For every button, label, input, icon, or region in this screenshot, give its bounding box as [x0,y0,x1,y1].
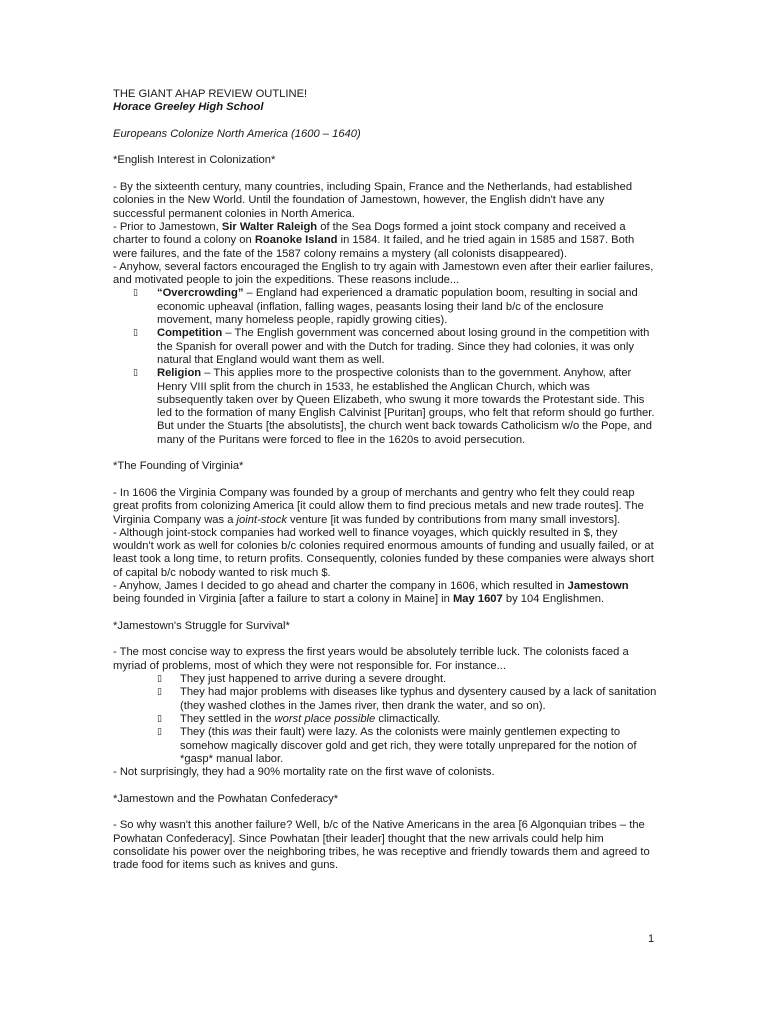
document-page [113,88,658,873]
bullet-item: ▯ They settled in the worst place possible climactically. [157,712,441,725]
section-heading-powhatan: *Jamestown and the Powhatan Confederacy* [113,792,339,805]
paragraph: - Anyhow, several factors encouraged the English to try again with Jamestown even after their earlier failures, and motivated people to join the expeditions. These reasons include... [113,260,654,287]
paragraph: - By the sixteenth century, many countries, including Spain, France and the Netherlands, had established colonies in the New World. Until the foundation of Jamestown, however, the English didn't have any successful permanent colonies in North America. [113,181,633,220]
section-heading-jamestown-struggle: *Jamestown's Struggle for Survival* [113,619,290,632]
paragraph: - In 1606 the Virginia Company was founded by a group of merchants and gentry who felt they could reap great profits from colonizing America [it could allow them to find precious metals and new trade routes]. The Virginia Company was a joint-stock venture [it was funded by contributions from many small investors]. [113,486,644,526]
paragraph: - So why wasn't this another failure? Well, b/c of the Native Americans in the area [6 Algonquian tribes – the Powhatan Confederacy]. Since Powhatan [their leader] thought that the new arrivals could help him consolidate his power over the neighboring tribes, he was receptive and friendly towards them and agreed to trade food for items such as knives and guns. [113,819,650,872]
bullet-marker: ▯ [157,713,162,724]
bullet-item: ▯ They (this was their fault) were lazy. As the colonists were mainly gentlemen expecting to somehow magically discover gold and get rich, they were totally unprepared for the notion of *gasp* manual labor. [157,726,637,765]
paragraph: - Anyhow, James I decided to go ahead and charter the company in 1606, which resulted in Jamestown being founded in Virginia [after a failure to start a colony in Maine] in May 1607 by 104 Englishmen. [113,579,629,606]
paragraph: - Although joint-stock companies had worked well to finance voyages, which quickly resulted in $, they wouldn't work as well for colonies b/c colonies required enormous amounts of funding and usually failed, or at least took a long time, to return profits. Consequently, colonies funded by these companies were always short of capital b/c nobody wanted to risk much $. [113,526,654,579]
bullet-item: ▯ They just happened to arrive during a severe drought. [157,673,447,686]
bullet-marker: ▯ [157,687,162,698]
school-name: Horace Greeley High School [113,101,264,114]
paragraph: - The most concise way to express the first years would be absolutely terrible luck. The colonists faced a myriad of problems, most of which they were not responsible for. For instance... [113,646,629,672]
bullet-marker: ▯ [133,288,138,299]
bullet-item: ▯ Competition – The English government was concerned about losing ground in the competition with the Spanish for overall power and with the Dutch for trading. Since they had colonies, it was only natural that England would want them as well. [133,327,650,366]
section-heading-founding-virginia: *The Founding of Virginia* [113,460,244,473]
bullet-marker: ▯ [157,674,162,685]
paragraph: - Prior to Jamestown, Sir Walter Raleigh of the Sea Dogs formed a joint stock company and received a charter to found a colony on Roanoke Island in 1584. It failed, and he tried again in 1585 and 1587. Both were failures, and the fate of the 1587 colony remains a mystery (all colonists disappeared). [113,220,635,260]
outline-title: THE GIANT AHAP REVIEW OUTLINE! [113,88,308,100]
page-number: 1 [648,933,655,945]
paragraph: - Not surprisingly, they had a 90% mortality rate on the first wave of colonists. [113,766,495,779]
unit-title: Europeans Colonize North America (1600 – 1640) [113,127,361,140]
bullet-marker: ▯ [133,328,138,339]
bullet-item: ▯ They had major problems with diseases like typhus and dysentery caused by a lack of sanitation (they washed clothes in the James river, then drank the water, and so on). [157,686,657,712]
bullet-item: ▯ “Overcrowding” – England had experienced a dramatic population boom, resulting in social and economic upheaval (inflation, falling wages, peasants losing their land b/c of the enclosure movement, many homeless people, rapidly growing cities). [133,287,638,327]
bullet-marker: ▯ [157,727,162,738]
section-heading-english-interest: *English Interest in Colonization* [113,154,276,167]
bullet-item: ▯ Religion – This applies more to the prospective colonists than to the government. Anyhow, after Henry VIII split from the church in 1533, he established the Anglican Church, which was subsequently taken over by Queen Elizabeth, who swung it more towards the Protestant side. This led to the formation of many English Calvinist [Puritan] groups, who felt that reform should go further. But under the Stuarts [the absolutists], the church went back towards Catholicism w/o the Pope, and many of the Puritans were forced to flee in the 1620s to avoid persecution. [133,367,655,446]
bullet-marker: ▯ [133,368,138,379]
